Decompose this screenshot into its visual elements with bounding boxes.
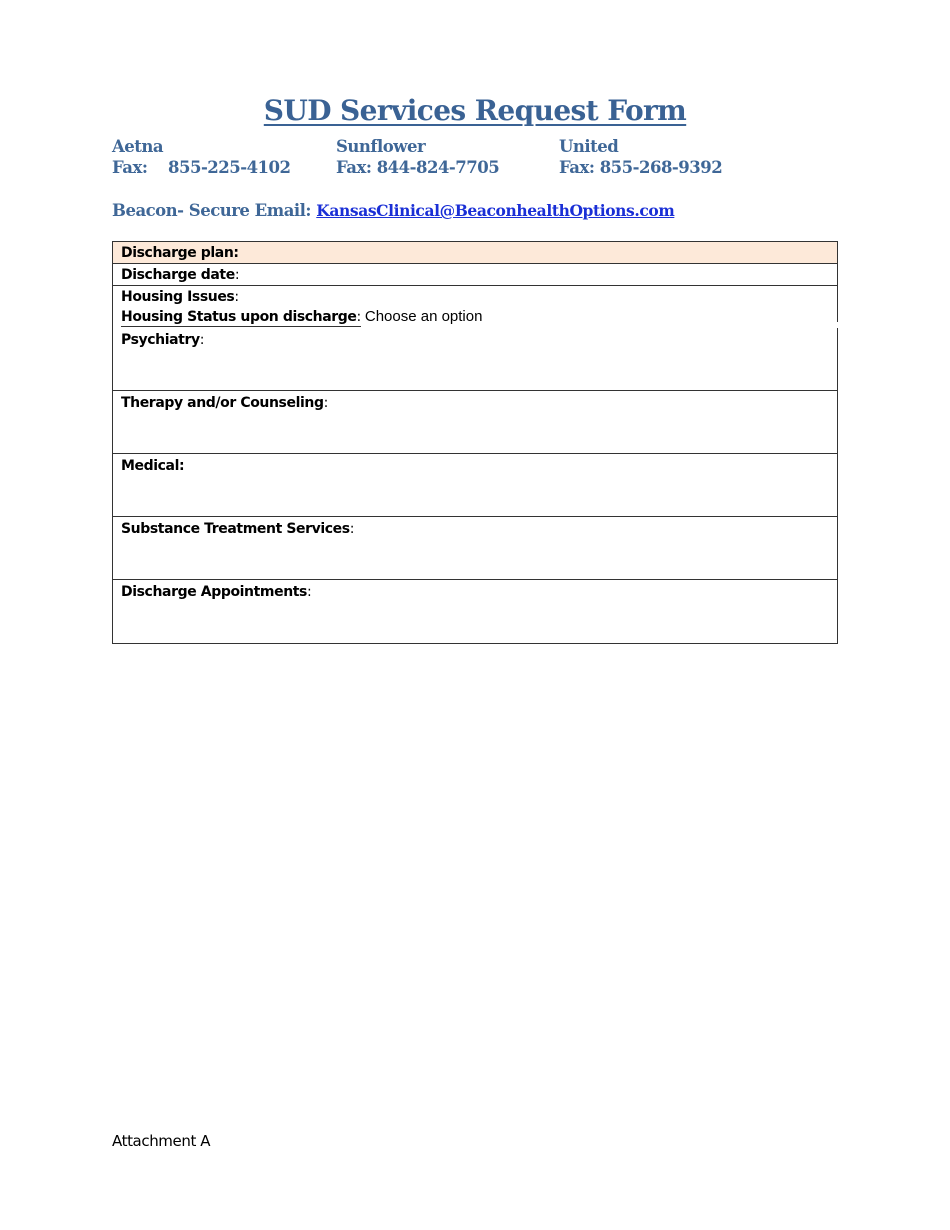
carrier-fax: [559, 157, 722, 178]
housing-row: [113, 286, 837, 328]
medical-row[interactable]: [113, 454, 837, 517]
substance-row[interactable]: Substance Treatment Services:: [113, 517, 837, 580]
housing-status-line: [121, 307, 829, 327]
page-title: SUD Services Request Form: [263, 94, 687, 127]
housing-issues-line[interactable]: Housing Issues:: [121, 289, 239, 305]
fax-number: 855-268-9392: [599, 158, 723, 177]
substance-label: Substance Treatment Services: [121, 521, 350, 537]
beacon-email-link[interactable]: KansasClinical@BeaconhealthOptions.com: [316, 201, 675, 220]
therapy-label: Therapy and/or Counseling: [121, 395, 324, 411]
border-gap: [836, 322, 838, 328]
fax-number: 855-225-4102: [168, 158, 291, 177]
fax-label: Fax:: [336, 158, 372, 177]
therapy-row[interactable]: Therapy and/or Counseling:: [113, 391, 837, 454]
psychiatry-label: Psychiatry: [121, 332, 200, 348]
discharge-form-table: [112, 241, 838, 644]
carrier-aetna: [112, 136, 291, 178]
discharge-date-label: Discharge date: [121, 267, 235, 283]
beacon-label: Beacon- Secure Email:: [112, 201, 312, 220]
carrier-united: [559, 136, 722, 178]
fax-number: 844-824-7705: [376, 158, 500, 177]
beacon-email-line: [112, 200, 674, 222]
medical-label: Medical:: [121, 458, 185, 474]
housing-issues-label: Housing Issues: [121, 289, 235, 305]
fax-label: Fax:: [559, 158, 595, 177]
housing-status-label: Housing Status upon discharge: [121, 309, 357, 325]
discharge-plan-label: Discharge plan:: [121, 245, 239, 261]
carrier-fax: [336, 157, 499, 178]
carrier-fax: [112, 157, 291, 178]
carrier-name: Sunflower: [336, 137, 426, 156]
housing-status-label-wrap: Housing Status upon discharge:: [121, 309, 361, 325]
carrier-name: Aetna: [112, 137, 164, 156]
appointments-row[interactable]: Discharge Appointments:: [121, 584, 312, 600]
discharge-date-row[interactable]: Discharge date:: [113, 264, 837, 286]
discharge-plan-row: [113, 242, 837, 264]
appointments-label: Discharge Appointments: [121, 584, 307, 600]
fax-label: Fax:: [112, 158, 148, 177]
footer-attachment: Attachment A: [112, 1132, 211, 1150]
carrier-sunflower: [336, 136, 499, 178]
psychiatry-row[interactable]: Psychiatry:: [113, 328, 837, 391]
housing-status-dropdown[interactable]: Choose an option: [364, 308, 483, 325]
carrier-name: United: [559, 137, 619, 156]
